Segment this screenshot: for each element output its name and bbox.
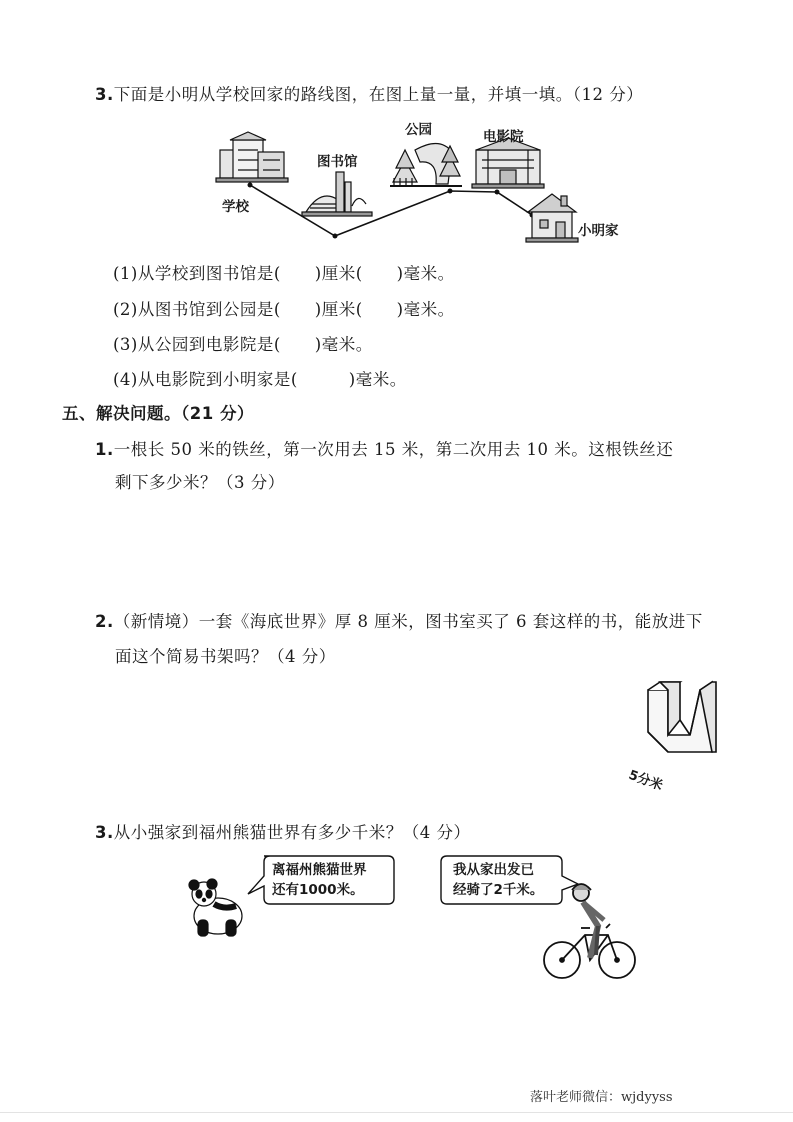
bubble-left-line2: 还有1000米。	[272, 882, 364, 898]
s5-q1-line2: 剩下多少米？（3 分）	[115, 473, 285, 492]
panda-icon	[189, 879, 242, 936]
q3-map-prompt-text: 下面是小明从学校回家的路线图，在图上量一量，并填一填。（12 分）	[113, 85, 644, 104]
s5-q1-text: 一根长 50 米的铁丝，第一次用去 15 米，第二次用去 10 米。这根铁丝还	[113, 440, 674, 459]
s5-q3-text: 从小强家到福州熊猫世界有多少千米？（4 分）	[113, 823, 471, 842]
q3-item-2: (2)从图书馆到公园是( )厘米( )毫米。	[113, 300, 455, 319]
s5-q2-text: （新情境）一套《海底世界》厚 8 厘米，图书室买了 6 套这样的书，能放进下	[113, 612, 703, 631]
bubble-right-line2: 经骑了2千米。	[453, 882, 544, 898]
s5-q3-number: 3.	[95, 823, 114, 842]
footer-divider	[0, 1112, 793, 1113]
label-school: 学校	[222, 199, 249, 215]
bubble-right-line1: 我从家出发已	[453, 862, 534, 878]
label-library: 图书馆	[317, 154, 358, 170]
s5-q2-number: 2.	[95, 612, 114, 631]
q3-item-3: (3)从公园到电影院是( )毫米。	[113, 335, 373, 354]
shelf-width-label: 5分米	[626, 767, 665, 794]
label-cinema: 电影院	[483, 129, 524, 145]
s5-q1-number: 1.	[95, 440, 114, 459]
footer-watermark: 落叶老师微信：wjdyyss	[530, 1090, 673, 1105]
label-home: 小明家	[578, 223, 619, 239]
section5-title: 五、解决问题。（21 分）	[62, 404, 254, 423]
q3-map-number: 3.	[95, 85, 114, 104]
s5-q2-line2: 面这个简易书架吗？（4 分）	[115, 647, 336, 666]
bubble-left-line1: 离福州熊猫世界	[272, 862, 367, 878]
q3-item-4: (4)从电影院到小明家是( )毫米。	[113, 370, 407, 389]
label-park: 公园	[405, 122, 432, 138]
q3-item-1: (1)从学校到图书馆是( )厘米( )毫米。	[113, 264, 455, 283]
